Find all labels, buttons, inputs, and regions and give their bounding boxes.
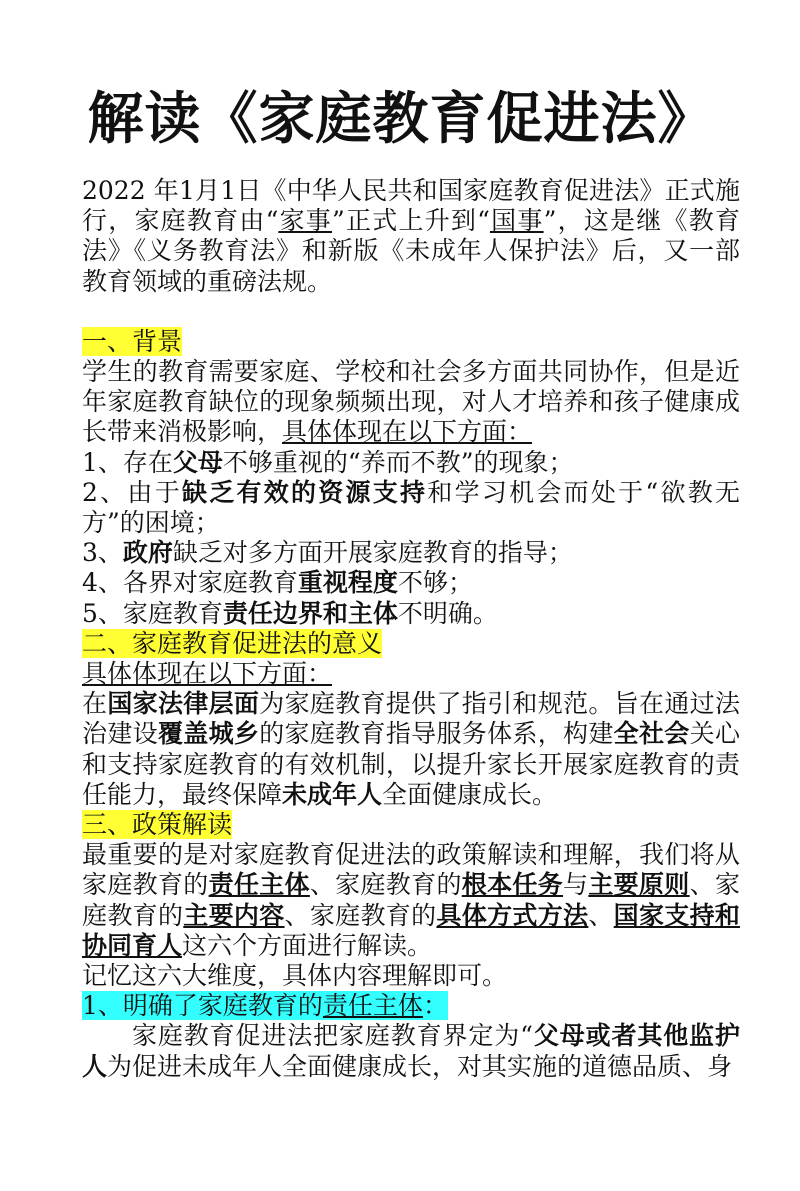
section-3-heading: 三、政策解读 <box>82 810 233 840</box>
list-item-pre: 2、由于 <box>82 477 182 507</box>
intro-text: ”正式上升到“ <box>332 206 490 236</box>
intro-underline-guoshi: 国事 <box>489 206 544 236</box>
text-run: ： <box>422 991 448 1021</box>
key-term: 责任主体 <box>208 870 310 900</box>
subsection-1-text <box>82 1021 740 1081</box>
text-run: 最重要的是对家庭教育促进法的政策解读和理解，我们将从家庭教育的 <box>82 840 740 900</box>
text-run: 的家庭教育指导服务体系，构建 <box>259 719 614 749</box>
text-run: 、家庭教育的 <box>309 870 462 900</box>
list-item-pre: 4、各界对家庭教育 <box>82 568 298 598</box>
section-2-text <box>82 689 740 810</box>
intro-paragraph <box>82 176 740 297</box>
list-item-pre: 3、 <box>82 538 123 568</box>
section-3-text <box>82 840 740 961</box>
text-run: 1、明确了家庭教育的 <box>82 991 323 1021</box>
list-item <box>82 448 740 478</box>
subsection-1-heading-line <box>82 991 740 1021</box>
text-run: 、 <box>588 900 614 930</box>
bold-run: 覆盖城乡 <box>157 719 260 749</box>
section-2-heading-line <box>82 629 740 659</box>
key-term: 具体方式方法 <box>436 900 589 930</box>
text-run: 与 <box>563 870 589 900</box>
text-run: 在 <box>82 689 108 719</box>
spacer <box>82 297 740 327</box>
key-term: 主要内容 <box>183 900 285 930</box>
list-item-pre: 5、家庭教育 <box>82 598 223 628</box>
document-title: 解读《家庭教育促进法》 <box>87 87 715 152</box>
bold-run: 父母或者其他监护人 <box>82 1021 740 1081</box>
text-run: 为促进未成年人全面健康成长，对其实施的道德品质、身 <box>107 1051 733 1081</box>
section-1-text <box>82 357 740 448</box>
underlined-run: 责任主体 <box>322 991 423 1021</box>
list-item-bold: 责任边界和主体 <box>222 598 398 628</box>
key-term: 主要原则 <box>588 870 690 900</box>
list-item-bold: 缺乏有效的资源支持 <box>181 477 428 507</box>
list-item <box>82 538 740 568</box>
text-run: 全面健康成长。 <box>382 779 558 809</box>
list-item-post: 不够； <box>397 568 473 598</box>
text-run: 关心和支持家庭教育的有效机制，以提升家长开展家庭教育的责任能力，最终保障 <box>82 719 740 809</box>
list-item-bold: 政府 <box>122 538 173 568</box>
text-run: 、家庭教育的 <box>284 900 437 930</box>
section-3-note: 记忆这六大维度，具体内容理解即可。 <box>82 961 508 991</box>
document-body <box>82 176 740 1082</box>
list-item-bold: 父母 <box>172 447 223 477</box>
section-1-body: 学生的教育需要家庭、学校和社会多方面共同协作，但是近年家庭教育缺位的现象频频出现，对人才培养和孩子健康成长带来消极影响， <box>82 357 740 447</box>
bold-run: 全社会 <box>613 719 690 749</box>
intro-underline-jiashi: 家事 <box>278 206 333 236</box>
section-3-heading-line <box>82 810 740 840</box>
section-2-subheading <box>82 659 740 689</box>
intro-text: ”，这是继《教育法》《义务教育法》和新版《未成年人保护法》后，又一部教育领域的重磅法规。 <box>82 206 740 296</box>
subsection-1-heading <box>82 991 448 1020</box>
list-item-post: 不够重视的“养而不教”的现象； <box>222 447 574 477</box>
text-run: 为家庭教育提供了指引和规范。旨在通过法治建设 <box>82 689 740 749</box>
list-item <box>82 478 740 538</box>
text-run: 这六个方面进行解读。 <box>182 930 433 960</box>
section-1-heading-line <box>82 327 740 357</box>
list-item-post: 不明确。 <box>397 598 498 628</box>
list-item-bold: 重视程度 <box>297 568 398 598</box>
section-1-underlined: 具体体现在以下方面： <box>282 417 533 447</box>
section-2-heading: 二、家庭教育促进法的意义 <box>82 628 383 658</box>
text-run: 、家庭教育的 <box>82 870 740 930</box>
bold-run: 国家法律层面 <box>107 689 260 719</box>
list-item <box>82 568 740 598</box>
section-1-heading: 一、背景 <box>82 326 183 356</box>
list-item-post: 和学习机会而处于“欲教无方”的困境； <box>82 477 740 538</box>
text-run: 家庭教育促进法把家庭教育界定为“ <box>132 1021 533 1051</box>
intro-text: 2022 年1月1日《中华人民共和国家庭教育促进法》正式施行，家庭教育由“ <box>82 176 740 236</box>
key-term: 根本任务 <box>461 870 564 900</box>
bold-run: 未成年人 <box>282 779 383 809</box>
key-term: 国家支持和协同育人 <box>82 900 740 960</box>
list-item <box>82 599 740 629</box>
list-item-post: 缺乏对多方面开展家庭教育的指导； <box>172 538 573 568</box>
list-item-pre: 1、存在 <box>82 447 173 477</box>
section-2-underlined: 具体体现在以下方面： <box>82 659 333 689</box>
